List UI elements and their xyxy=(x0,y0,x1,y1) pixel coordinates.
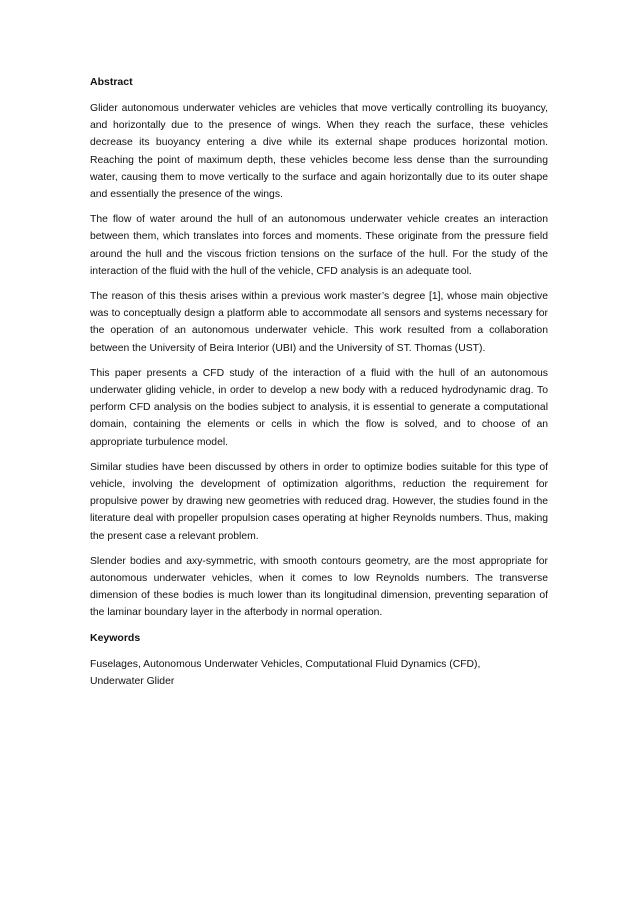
abstract-heading: Abstract xyxy=(90,76,133,88)
abstract-paragraph-6: Slender bodies and axy-symmetric, with smooth contours geometry, are the most appropriate for autonomous underwater vehicles, when it comes to low Reynolds numbers. The transverse dimension of these bodies is much lower than its longitudinal dimension, preventing separation of the laminar boundary layer in the afterbody in normal operation. xyxy=(90,555,548,619)
keywords-line-2: Underwater Glider xyxy=(90,675,175,687)
abstract-paragraph-3: The reason of this thesis arises within a previous work master’s degree [1], whose main objective was to conceptually design a platform able to accommodate all sensors and systems necessary for the operation of an autonomous underwater vehicle. This work resulted from a collaboration between the University of Beira Interior (UBI) and the University of ST. Thomas (UST). xyxy=(90,291,548,354)
abstract-paragraph-2: The flow of water around the hull of an autonomous underwater vehicle creates an interaction between them, which translates into forces and moments. These originate from the pressure field around the hull and the viscous friction tensions on the surface of the hull. For the study of the interaction of the fluid with the hull of the vehicle, CFD analysis is an adequate tool. xyxy=(90,214,548,277)
keywords-line-1: Fuselages, Autonomous Underwater Vehicles, Computational Fluid Dynamics (CFD), xyxy=(90,658,481,670)
abstract-paragraph-5: Similar studies have been discussed by others in order to optimize bodies suitable for this type of vehicle, involving the development of optimization algorithms, reduction the requirement for propulsive power by drawing new geometries with reduced drag. However, the studies found in the literature deal with propeller propulsion cases operating at higher Reynolds numbers. Thus, making the present case a relevant problem. xyxy=(90,461,548,542)
document-page xyxy=(90,74,548,690)
abstract-paragraph-4: This paper presents a CFD study of the interaction of a fluid with the hull of an autonomous underwater gliding vehicle, in order to develop a new body with a reduced hydrodynamic drag. To perform CFD analysis on the bodies subject to analysis, it is essential to generate a computational domain, containing the elements or cells in which the flow is solved, and to choose of an appropriate turbulence model. xyxy=(90,367,548,448)
keywords-heading: Keywords xyxy=(90,631,141,644)
abstract-paragraph-1: Glider autonomous underwater vehicles are vehicles that move vertically controlling its buoyancy, and horizontally due to the presence of wings. When they reach the surface, these vehicles decrease its buoyancy entering a dive while its external shape produces horizontal motion. Reaching the point of maximum depth, these vehicles become less dense than the surrounding water, causing them to move vertically to the surface and again horizontally due to its outer shape and essentially the presence of the wings. xyxy=(90,103,548,201)
